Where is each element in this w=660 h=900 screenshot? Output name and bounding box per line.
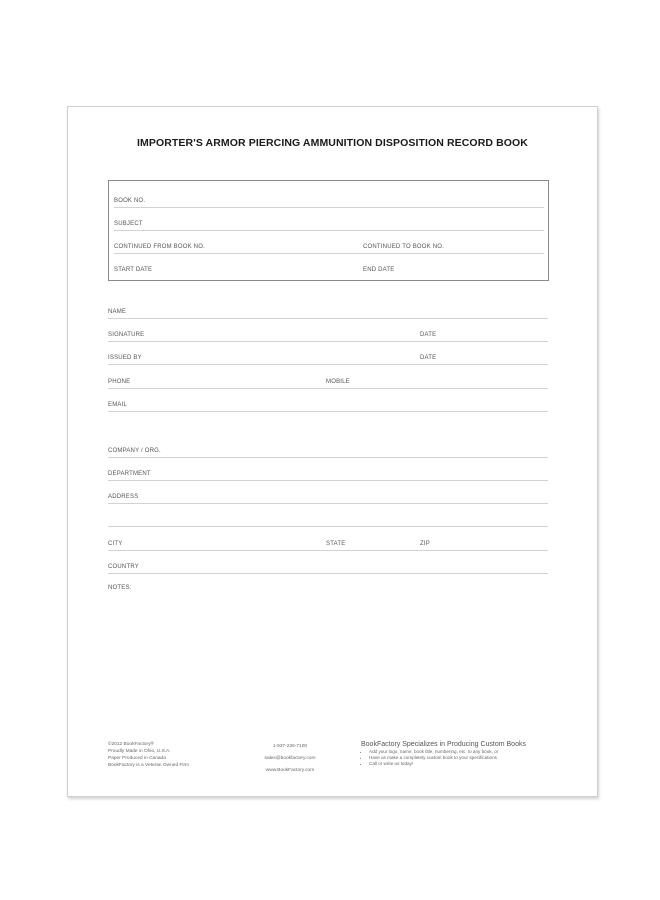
continued-from-label: CONTINUED FROM BOOK NO. <box>114 244 205 250</box>
state-label: STATE <box>326 541 346 547</box>
zip-label: ZIP <box>420 541 430 547</box>
name-label: NAME <box>108 309 127 315</box>
promo-list <box>361 749 551 768</box>
footer-paper: Paper Produced in Canada <box>108 756 166 761</box>
start-date-label: START DATE <box>114 267 153 273</box>
footer-phone: 1-937-226-7100 <box>272 744 308 749</box>
continued-line[interactable] <box>114 253 544 254</box>
mobile-label: MOBILE <box>326 379 350 385</box>
phone-label: PHONE <box>108 379 131 385</box>
promo-heading: BookFactory Specializes in Producing Custom Books <box>361 741 526 748</box>
address-line-2[interactable] <box>108 526 548 527</box>
city-label: CITY <box>108 541 123 547</box>
name-line[interactable] <box>108 318 548 319</box>
department-line[interactable] <box>108 480 548 481</box>
end-date-label: END DATE <box>363 267 395 273</box>
footer-made-in: Proudly Made in Ohio, U.S.A. <box>108 749 171 754</box>
footer-website[interactable]: www.BookFactory.com <box>265 768 315 773</box>
record-book-page <box>67 106 598 797</box>
address-label: ADDRESS <box>108 494 139 500</box>
issued-by-line[interactable] <box>108 364 548 365</box>
book-no-label: BOOK NO. <box>114 198 146 204</box>
company-label: COMPANY / ORG. <box>108 448 161 454</box>
signature-date-label: DATE <box>420 332 437 338</box>
promo-item: • Call or write us today! <box>369 761 551 767</box>
footer-copyright: ©2012 BookFactory® <box>108 742 154 747</box>
notes-label: NOTES: <box>108 585 132 591</box>
promo-item: • Add your logo, name, book title, numbering, etc. to any book, or <box>369 749 551 755</box>
email-line[interactable] <box>108 411 548 412</box>
subject-line[interactable] <box>114 230 544 231</box>
footer-email[interactable]: sales@bookfactory.com <box>264 756 316 761</box>
footer-promo <box>361 741 551 768</box>
signature-line[interactable] <box>108 341 548 342</box>
book-no-line[interactable] <box>114 207 544 208</box>
promo-item: • Have us make a completely custom book to your specifications <box>369 755 551 761</box>
company-line[interactable] <box>108 457 548 458</box>
signature-label: SIGNATURE <box>108 332 145 338</box>
footer-veteran: BookFactory is a Veteran Owned Firm <box>108 763 190 768</box>
country-label: COUNTRY <box>108 564 139 570</box>
issued-by-label: ISSUED BY <box>108 355 142 361</box>
continued-to-label: CONTINUED TO BOOK NO. <box>363 244 444 250</box>
phone-line[interactable] <box>108 388 548 389</box>
department-label: DEPARTMENT <box>108 471 151 477</box>
document-title: IMPORTER'S ARMOR PIERCING AMMUNITION DISPOSITION RECORD BOOK <box>137 137 528 149</box>
subject-label: SUBJECT <box>114 221 143 227</box>
footer-legal <box>108 741 189 769</box>
email-label: EMAIL <box>108 402 128 408</box>
book-info-box <box>108 180 549 281</box>
country-line[interactable] <box>108 573 548 574</box>
address-line-1[interactable] <box>108 503 548 504</box>
issued-date-label: DATE <box>420 355 437 361</box>
city-line[interactable] <box>108 550 548 551</box>
footer-contact <box>245 741 335 777</box>
